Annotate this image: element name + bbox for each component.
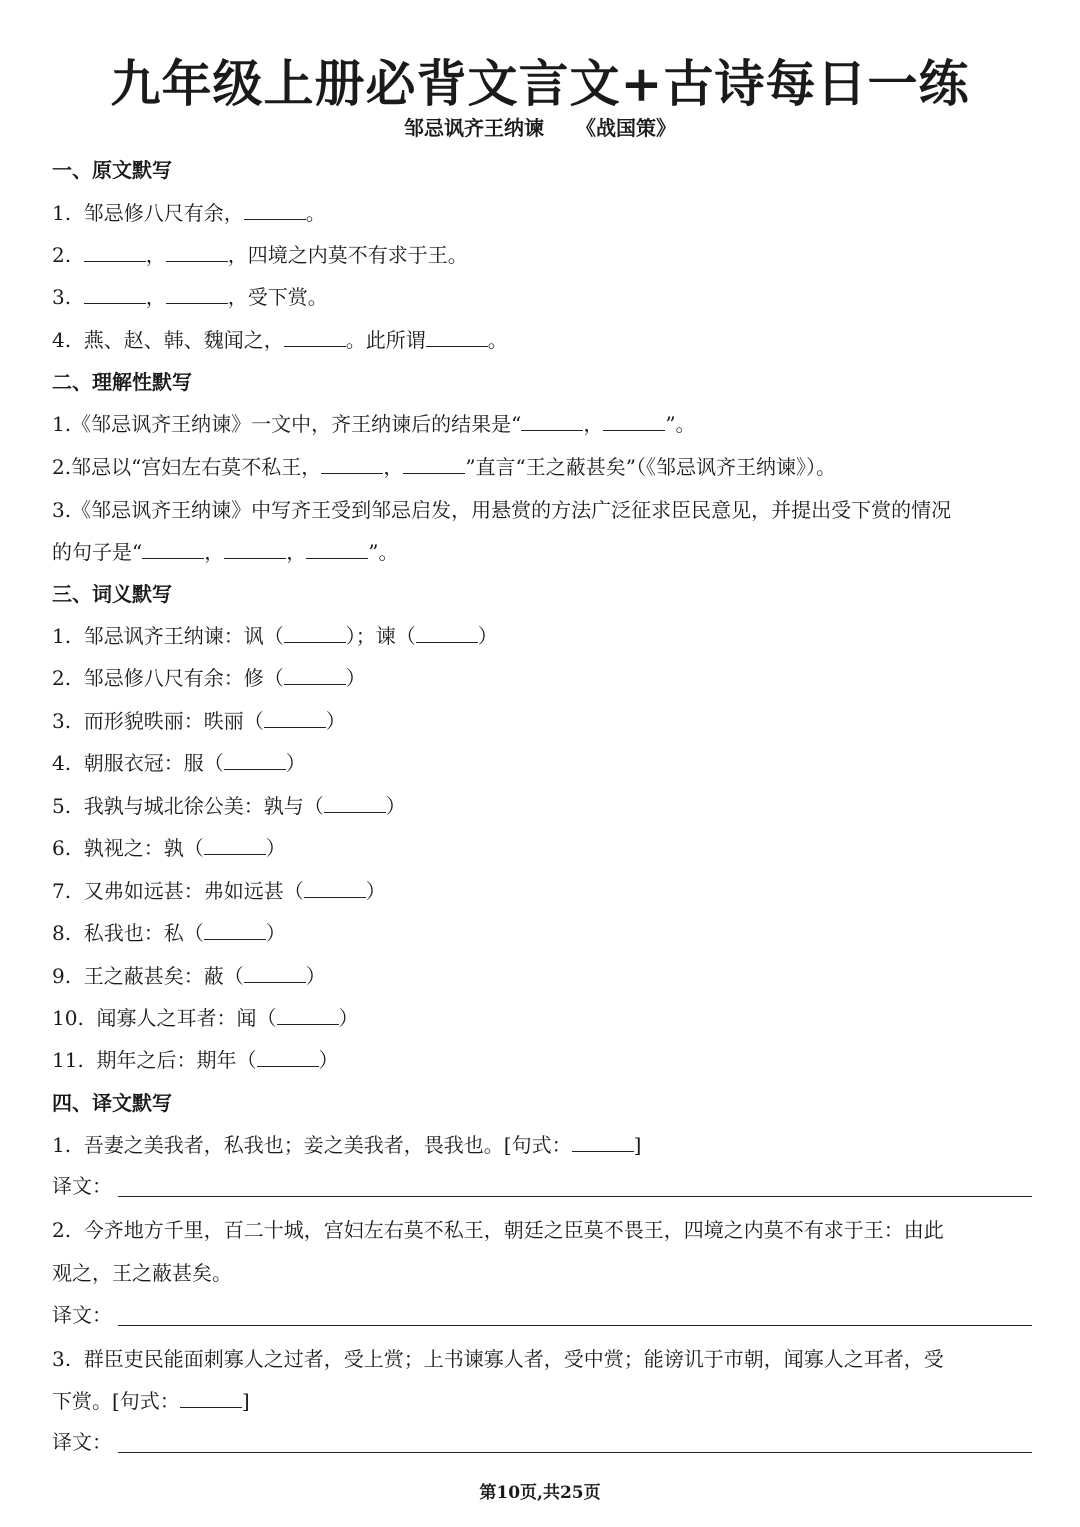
question-item (52, 283, 328, 311)
answer-blank[interactable] (142, 538, 204, 559)
line-text: ， (583, 412, 604, 436)
answer-blank[interactable] (224, 538, 286, 559)
line-text: ） (477, 624, 498, 648)
answer-blank[interactable] (277, 1004, 339, 1025)
translation-answer-line[interactable] (118, 1452, 1032, 1453)
question-item (52, 326, 508, 354)
answer-blank[interactable] (603, 410, 665, 431)
line-text: ） (285, 751, 306, 775)
question-item (52, 199, 326, 227)
line-text: 9. 王之蔽甚矣：蔽（ (52, 964, 244, 988)
section-heading (52, 368, 192, 396)
question-item (52, 707, 346, 735)
answer-blank[interactable] (284, 622, 346, 643)
answer-blank[interactable] (403, 453, 465, 474)
answer-blank[interactable] (264, 707, 326, 728)
line-text: 2. (52, 243, 84, 267)
subtitle (0, 114, 1080, 142)
question-item (52, 538, 398, 566)
translation-label: 译文： (52, 1430, 112, 1454)
question-item (52, 1131, 641, 1159)
question-item (52, 919, 286, 947)
line-text: 二、理解性默写 (52, 370, 192, 394)
answer-blank[interactable] (324, 792, 386, 813)
answer-blank[interactable] (416, 622, 478, 643)
answer-blank[interactable] (204, 919, 266, 940)
answer-blank[interactable] (84, 283, 146, 304)
line-text: 2.邹忌以“宫妇左右莫不私王， (52, 455, 322, 479)
question-item (52, 834, 286, 862)
line-text: 11. 期年之后：期年（ (52, 1048, 257, 1072)
question-item (52, 1216, 944, 1244)
line-text: 2. 邹忌修八尺有余：修（ (52, 666, 284, 690)
question-item (52, 410, 696, 438)
line-text: ） (385, 794, 406, 818)
line-text: ”。 (665, 412, 696, 436)
line-text: 下赏。[句式： (52, 1389, 180, 1413)
answer-blank[interactable] (304, 877, 366, 898)
answer-blank[interactable] (521, 410, 583, 431)
answer-blank[interactable] (166, 283, 228, 304)
section-heading (52, 156, 172, 184)
line-text: 4. 燕、赵、韩、魏闻之， (52, 328, 284, 352)
translation-answer-line[interactable] (118, 1325, 1032, 1326)
line-text: ， (145, 285, 166, 309)
question-item (52, 1046, 339, 1074)
page-number: 第10页,共25页 (479, 1483, 601, 1503)
line-text: ，四境之内莫不有求于王。 (227, 243, 468, 267)
section-heading (52, 580, 172, 608)
line-text: 观之，王之蔽甚矣。 (52, 1261, 232, 1285)
line-text: ） (265, 836, 286, 860)
question-item (52, 749, 306, 777)
line-text: ] (633, 1133, 642, 1157)
line-text: ， (145, 243, 166, 267)
answer-blank[interactable] (84, 241, 146, 262)
line-text: ， (204, 540, 225, 564)
subtitle-source: 《战国策》 (576, 116, 676, 140)
question-item (52, 1259, 232, 1287)
line-text: 3. (52, 285, 84, 309)
line-text: ） (345, 666, 366, 690)
translation-answer-line[interactable] (118, 1196, 1032, 1197)
answer-blank[interactable] (204, 834, 266, 855)
translation-label: 译文： (52, 1174, 112, 1198)
question-item (52, 1387, 250, 1415)
line-text: ”。 (368, 540, 399, 564)
line-text: 一、原文默写 (52, 158, 172, 182)
line-text: 1. 邹忌讽齐王纳谏：讽（ (52, 624, 284, 648)
line-text: 3.《邹忌讽齐王纳谏》中写齐王受到邹忌启发，用悬赏的方法广泛征求臣民意见，并提出受下赏的情况 (52, 498, 952, 522)
line-text: 5. 我孰与城北徐公美：孰与（ (52, 794, 324, 818)
question-item (52, 622, 498, 650)
line-text: 4. 朝服衣冠：服（ (52, 751, 224, 775)
line-text: 6. 孰视之：孰（ (52, 836, 204, 860)
answer-blank[interactable] (306, 538, 368, 559)
line-text: ）；谏（ (345, 624, 416, 648)
line-text: 3. 而形貌昳丽：昳丽（ (52, 709, 264, 733)
answer-blank[interactable] (321, 453, 383, 474)
question-item (52, 792, 406, 820)
question-item (52, 962, 326, 990)
line-text: ） (318, 1048, 339, 1072)
answer-blank[interactable] (244, 962, 306, 983)
question-item (52, 664, 366, 692)
question-item (52, 1004, 359, 1032)
line-text: ，受下赏。 (227, 285, 328, 309)
line-text: 3. 群臣吏民能面刺寡人之过者，受上赏；上书谏寡人者，受中赏；能谤讥于市朝，闻寡人之耳者，受 (52, 1347, 944, 1371)
line-text: ） (365, 879, 386, 903)
line-text: 四、译文默写 (52, 1091, 172, 1115)
line-text: 的句子是“ (52, 540, 143, 564)
answer-blank[interactable] (166, 241, 228, 262)
answer-blank[interactable] (572, 1131, 634, 1152)
line-text: 。 (305, 201, 326, 225)
answer-blank[interactable] (257, 1046, 319, 1067)
page-title: 九年级上册必背文言文+古诗每日一练 (110, 54, 970, 113)
answer-blank[interactable] (224, 749, 286, 770)
question-item (52, 1345, 944, 1373)
line-text: 2. 今齐地方千里，百二十城，宫妇左右莫不私王，朝廷之臣莫不畏王，四境之内莫不有求于王：由此 (52, 1218, 944, 1242)
line-text: 三、词义默写 (52, 582, 172, 606)
line-text: 7. 又弗如远甚：弗如远甚（ (52, 879, 304, 903)
question-item (52, 877, 386, 905)
line-text: ） (265, 921, 286, 945)
answer-blank[interactable] (284, 326, 346, 347)
line-text: 。 (487, 328, 508, 352)
line-text: ] (241, 1389, 250, 1413)
line-text: 1.《邹忌讽齐王纳谏》一文中，齐王纳谏后的结果是“ (52, 412, 522, 436)
answer-blank[interactable] (244, 199, 306, 220)
line-text: 1. 邹忌修八尺有余， (52, 201, 244, 225)
line-text: 1. 吾妻之美我者，私我也；妾之美我者，畏我也。[句式： (52, 1133, 572, 1157)
line-text: ） (325, 709, 346, 733)
answer-blank[interactable] (180, 1387, 242, 1408)
subtitle-text: 邹忌讽齐王纳谏 (404, 116, 544, 140)
question-item (52, 453, 836, 481)
answer-blank[interactable] (284, 664, 346, 685)
line-text: 。此所谓 (345, 328, 426, 352)
translation-label: 译文： (52, 1303, 112, 1327)
line-text: ， (286, 540, 307, 564)
line-text: ） (338, 1006, 359, 1030)
line-text: 8. 私我也：私（ (52, 921, 204, 945)
line-text: ”直言“王之蔽甚矣”（《邹忌讽齐王纳谏》）。 (465, 455, 836, 479)
question-item (52, 241, 468, 269)
line-text: 10. 闻寡人之耳者：闻（ (52, 1006, 277, 1030)
answer-blank[interactable] (426, 326, 488, 347)
line-text: ） (305, 964, 326, 988)
question-item (52, 496, 951, 524)
section-heading (52, 1089, 172, 1117)
line-text: ， (383, 455, 404, 479)
